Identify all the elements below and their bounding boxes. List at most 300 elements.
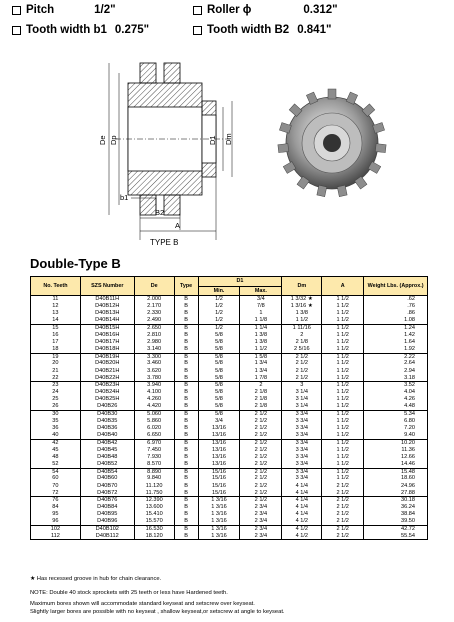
cell-type: B [174, 360, 198, 367]
cell-d1-max: 2 3/4 [240, 518, 282, 525]
cell-type: B [174, 367, 198, 374]
cell-de: 2.490 [134, 317, 174, 324]
cell-weight: 39.50 [364, 518, 428, 525]
cell-a: 1 1/2 [322, 403, 364, 410]
table-row [31, 331, 428, 338]
cell-d1-min: 1 3/16 [198, 518, 240, 525]
cell-teeth: 30 [31, 411, 81, 418]
cell-type: B [174, 396, 198, 403]
cell-d1-max: 2 1/2 [240, 461, 282, 468]
cell-d1-min: 5/8 [198, 375, 240, 382]
cell-type: B [174, 411, 198, 418]
cell-de: 3.460 [134, 360, 174, 367]
cell-a: 1 1/2 [322, 396, 364, 403]
cell-number: D40B19H [80, 353, 134, 360]
table-row [31, 511, 428, 518]
cell-d1-max: 2 1/8 [240, 396, 282, 403]
cell-weight: 10.20 [364, 439, 428, 446]
sprocket-section-drawing [95, 55, 265, 250]
cell-dm: 2 1/2 [282, 375, 322, 382]
cell-type: B [174, 389, 198, 396]
table-row [31, 533, 428, 540]
cell-type: B [174, 482, 198, 489]
cell-a: 1 1/2 [322, 425, 364, 432]
table-row [31, 482, 428, 489]
cell-weight: 2.22 [364, 353, 428, 360]
dp-label: Dp [109, 135, 118, 145]
cell-d1-min: 5/8 [198, 367, 240, 374]
cell-a: 1 1/2 [322, 296, 364, 303]
cell-a: 1 1/2 [322, 382, 364, 389]
cell-de: 15.410 [134, 511, 174, 518]
cell-type: B [174, 353, 198, 360]
cell-teeth: 23 [31, 382, 81, 389]
cell-number: D40B14H [80, 317, 134, 324]
checkbox-icon [12, 6, 21, 15]
cell-d1-max: 2 1/2 [240, 432, 282, 439]
cell-de: 11.750 [134, 490, 174, 497]
cell-teeth: 14 [31, 317, 81, 324]
cell-d1-min: 13/16 [198, 461, 240, 468]
cell-number: D40B52 [80, 461, 134, 468]
cell-weight: 1.24 [364, 324, 428, 331]
table-row [31, 526, 428, 533]
header-d1-max: Max. [240, 286, 282, 296]
cell-de: 3.140 [134, 346, 174, 353]
cell-d1-min: 5/8 [198, 382, 240, 389]
cell-de: 12.390 [134, 497, 174, 504]
cell-dm: 3 [282, 382, 322, 389]
cell-weight: 1.92 [364, 346, 428, 353]
cell-teeth: 35 [31, 418, 81, 425]
cell-dm: 2 1/2 [282, 367, 322, 374]
section-title: Double-Type B [30, 256, 121, 271]
cell-a: 1 1/2 [322, 360, 364, 367]
cell-dm: 2 [282, 331, 322, 338]
cell-d1-max: 2 1/2 [240, 482, 282, 489]
cell-d1-min: 1/2 [198, 310, 240, 317]
cell-weight: 6.80 [364, 418, 428, 425]
cell-dm: 2 1/2 [282, 353, 322, 360]
cell-de: 5.860 [134, 418, 174, 425]
cell-de: 3.940 [134, 382, 174, 389]
tooth-width-b2-value: 0.841" [297, 24, 332, 36]
cell-d1-min: 1/2 [198, 296, 240, 303]
cell-number: D40B48 [80, 454, 134, 461]
cell-type: B [174, 511, 198, 518]
drawing-caption: TYPE B [150, 238, 179, 247]
cell-teeth: 40 [31, 432, 81, 439]
cell-d1-min: 1 3/16 [198, 533, 240, 540]
cell-dm: 3 3/4 [282, 411, 322, 418]
cell-de: 5.060 [134, 411, 174, 418]
cell-d1-min: 5/8 [198, 360, 240, 367]
cell-d1-min: 5/8 [198, 389, 240, 396]
cell-number: D40B21H [80, 367, 134, 374]
cell-dm: 3 3/4 [282, 461, 322, 468]
cell-d1-max: 1 3/4 [240, 360, 282, 367]
cell-weight: 42.72 [364, 526, 428, 533]
cell-number: D40B25H [80, 396, 134, 403]
table-row [31, 296, 428, 303]
table-row [31, 418, 428, 425]
cell-number: D40B12H [80, 303, 134, 310]
checkbox-icon [193, 26, 202, 35]
cell-number: D40B95 [80, 511, 134, 518]
cell-type: B [174, 490, 198, 497]
cell-type: B [174, 403, 198, 410]
table-row [31, 446, 428, 453]
table-row [31, 360, 428, 367]
cell-type: B [174, 497, 198, 504]
roller-value: 0.312" [303, 4, 338, 16]
cell-number: D40B96 [80, 518, 134, 525]
table-row [31, 375, 428, 382]
cell-type: B [174, 461, 198, 468]
cell-teeth: 17 [31, 339, 81, 346]
cell-a: 1 1/2 [322, 432, 364, 439]
cell-dm: 2 1/2 [282, 360, 322, 367]
cell-dm: 3 3/4 [282, 475, 322, 482]
cell-d1-max: 2 3/4 [240, 533, 282, 540]
table-row [31, 339, 428, 346]
cell-dm: 4 1/4 [282, 482, 322, 489]
cell-type: B [174, 439, 198, 446]
cell-teeth: 36 [31, 425, 81, 432]
table-row [31, 468, 428, 475]
cell-number: D40B36 [80, 425, 134, 432]
cell-dm: 1 3/16 ★ [282, 303, 322, 310]
cell-number: D40B15H [80, 324, 134, 331]
table-row [31, 403, 428, 410]
cell-de: 2.330 [134, 310, 174, 317]
cell-number: D40B30 [80, 411, 134, 418]
cell-weight: 2.64 [364, 360, 428, 367]
cell-dm: 1 3/32 ★ [282, 296, 322, 303]
cell-dm: 4 1/4 [282, 511, 322, 518]
cell-a: 1 1/2 [322, 389, 364, 396]
cell-d1-max: 3/4 [240, 296, 282, 303]
cell-a: 1 1/2 [322, 454, 364, 461]
cell-weight: 1.64 [364, 339, 428, 346]
cell-teeth: 16 [31, 331, 81, 338]
cell-teeth: 19 [31, 353, 81, 360]
cell-a: 1 1/2 [322, 346, 364, 353]
cell-de: 4.100 [134, 389, 174, 396]
cell-a: 2 1/2 [322, 511, 364, 518]
sprocket-spec-table [30, 276, 428, 540]
table-row [31, 490, 428, 497]
checkbox-icon [12, 26, 21, 35]
cell-number: D40B22H [80, 375, 134, 382]
cell-weight: 12.66 [364, 454, 428, 461]
tooth-width-b2-spec: Tooth width B2 0.841" [193, 24, 331, 36]
cell-d1-min: 3/4 [198, 418, 240, 425]
table-row [31, 396, 428, 403]
cell-dm: 3 3/4 [282, 432, 322, 439]
cell-type: B [174, 324, 198, 331]
cell-d1-max: 7/8 [240, 303, 282, 310]
cell-weight: .62 [364, 296, 428, 303]
cell-teeth: 60 [31, 475, 81, 482]
double-sprocket-photo [262, 85, 390, 203]
cell-de: 8.570 [134, 461, 174, 468]
cell-de: 7.450 [134, 446, 174, 453]
cell-d1-min: 15/16 [198, 475, 240, 482]
cell-dm: 1 11/16 [282, 324, 322, 331]
cell-dm: 3 3/4 [282, 468, 322, 475]
header-de: De [134, 277, 174, 296]
cell-de: 2.810 [134, 331, 174, 338]
header-dm: Dm [282, 277, 322, 296]
cell-number: D40B45 [80, 446, 134, 453]
cell-a: 2 1/2 [322, 497, 364, 504]
cell-d1-min: 1/2 [198, 317, 240, 324]
cell-de: 3.300 [134, 353, 174, 360]
cell-dm: 4 1/2 [282, 533, 322, 540]
cell-d1-max: 2 3/4 [240, 511, 282, 518]
cell-de: 6.650 [134, 432, 174, 439]
cell-a: 2 1/2 [322, 504, 364, 511]
cell-teeth: 95 [31, 511, 81, 518]
cell-d1-max: 1 [240, 310, 282, 317]
cell-dm: 4 1/4 [282, 504, 322, 511]
cell-a: 1 1/2 [322, 468, 364, 475]
cell-type: B [174, 526, 198, 533]
cell-dm: 3 1/4 [282, 389, 322, 396]
cell-d1-max: 1 1/2 [240, 346, 282, 353]
dm-label: Dm [224, 133, 233, 145]
cell-weight: 4.48 [364, 403, 428, 410]
cell-type: B [174, 425, 198, 432]
cell-teeth: 42 [31, 439, 81, 446]
table-row [31, 425, 428, 432]
cell-d1-min: 5/8 [198, 353, 240, 360]
cell-weight: 3.18 [364, 375, 428, 382]
table-row [31, 389, 428, 396]
table-row [31, 382, 428, 389]
header-weight: Weight Lbs. (Approx.) [364, 277, 428, 296]
cell-dm: 4 1/4 [282, 490, 322, 497]
cell-weight: 7.20 [364, 425, 428, 432]
note-larger-bores: Slightly larger bores are possible with no keyseat , shallow keyseat,or setscrew at angle to keyseat. [30, 609, 285, 615]
cell-number: D40B112 [80, 533, 134, 540]
cell-a: 2 1/2 [322, 482, 364, 489]
b1-label: b1 [120, 193, 129, 202]
cell-weight: 9.40 [364, 432, 428, 439]
cell-number: D40B72 [80, 490, 134, 497]
cell-d1-max: 2 1/2 [240, 490, 282, 497]
cell-d1-min: 13/16 [198, 439, 240, 446]
cell-d1-min: 5/8 [198, 411, 240, 418]
cell-d1-max: 2 1/2 [240, 439, 282, 446]
cell-teeth: 112 [31, 533, 81, 540]
cell-dm: 3 3/4 [282, 446, 322, 453]
cell-weight: 55.54 [364, 533, 428, 540]
cell-dm: 2 1/8 [282, 339, 322, 346]
d1-label: D1 [208, 135, 217, 145]
cell-a: 2 1/2 [322, 526, 364, 533]
table-row [31, 497, 428, 504]
cell-d1-max: 1 3/8 [240, 339, 282, 346]
table-row [31, 454, 428, 461]
cell-dm: 4 1/2 [282, 518, 322, 525]
cell-d1-max: 2 1/2 [240, 446, 282, 453]
cell-d1-max: 2 1/2 [240, 475, 282, 482]
cell-d1-min: 1 3/16 [198, 511, 240, 518]
header-type: Type [174, 277, 198, 296]
cell-de: 4.420 [134, 403, 174, 410]
cell-a: 1 1/2 [322, 461, 364, 468]
cell-a: 1 1/2 [322, 439, 364, 446]
cell-teeth: 70 [31, 482, 81, 489]
cell-type: B [174, 418, 198, 425]
cell-de: 11.120 [134, 482, 174, 489]
cell-number: D40B18H [80, 346, 134, 353]
cell-teeth: 26 [31, 403, 81, 410]
cell-de: 13.600 [134, 504, 174, 511]
table-row [31, 504, 428, 511]
cell-weight: .76 [364, 303, 428, 310]
cell-type: B [174, 518, 198, 525]
cell-a: 1 1/2 [322, 411, 364, 418]
cell-teeth: 72 [31, 490, 81, 497]
cell-d1-max: 2 1/2 [240, 454, 282, 461]
cell-weight: 1.42 [364, 331, 428, 338]
cell-d1-min: 1 3/16 [198, 504, 240, 511]
cell-weight: 1.08 [364, 317, 428, 324]
cell-number: D40B13H [80, 310, 134, 317]
a-label: A [175, 221, 181, 230]
cell-teeth: 18 [31, 346, 81, 353]
cell-de: 4.260 [134, 396, 174, 403]
cell-weight: 11.36 [364, 446, 428, 453]
cell-type: B [174, 296, 198, 303]
cell-number: D40B84 [80, 504, 134, 511]
cell-d1-max: 2 3/4 [240, 504, 282, 511]
cell-d1-max: 2 [240, 382, 282, 389]
cell-number: D40B24H [80, 389, 134, 396]
cell-type: B [174, 504, 198, 511]
cell-number: D40B76 [80, 497, 134, 504]
table-row [31, 310, 428, 317]
cell-teeth: 96 [31, 518, 81, 525]
cell-number: D40B70 [80, 482, 134, 489]
cell-de: 2.170 [134, 303, 174, 310]
cell-dm: 4 1/4 [282, 497, 322, 504]
cell-a: 1 1/2 [322, 353, 364, 360]
cell-d1-max: 2 1/2 [240, 497, 282, 504]
cell-de: 15.570 [134, 518, 174, 525]
table-row [31, 461, 428, 468]
cell-d1-min: 5/8 [198, 396, 240, 403]
cell-number: D40B20H [80, 360, 134, 367]
cell-weight: 30.18 [364, 497, 428, 504]
tooth-width-b1-value: 0.275" [114, 24, 150, 36]
cell-teeth: 25 [31, 396, 81, 403]
cell-de: 2.000 [134, 296, 174, 303]
pitch-spec: Pitch 1/2" [12, 4, 116, 16]
cell-weight: 5.34 [364, 411, 428, 418]
cell-type: B [174, 475, 198, 482]
cell-d1-min: 15/16 [198, 482, 240, 489]
cell-teeth: 48 [31, 454, 81, 461]
cell-dm: 3 3/4 [282, 425, 322, 432]
cell-type: B [174, 382, 198, 389]
cell-a: 1 1/2 [322, 324, 364, 331]
checkbox-icon [193, 6, 202, 15]
cell-dm: 2 5/16 [282, 346, 322, 353]
cell-a: 1 1/2 [322, 375, 364, 382]
table-row [31, 475, 428, 482]
cell-a: 1 1/2 [322, 310, 364, 317]
cell-number: D40B35 [80, 418, 134, 425]
cell-d1-min: 1 3/16 [198, 497, 240, 504]
pitch-value: 1/2" [94, 4, 116, 16]
cell-teeth: 22 [31, 375, 81, 382]
cell-weight: 18.60 [364, 475, 428, 482]
cell-d1-max: 1 5/8 [240, 353, 282, 360]
cell-type: B [174, 339, 198, 346]
cell-weight: 36.24 [364, 504, 428, 511]
cell-d1-min: 15/16 [198, 468, 240, 475]
cell-type: B [174, 446, 198, 453]
cell-d1-max: 2 1/8 [240, 389, 282, 396]
cell-teeth: 24 [31, 389, 81, 396]
cell-d1-min: 5/8 [198, 403, 240, 410]
cell-type: B [174, 375, 198, 382]
cell-de: 16.530 [134, 526, 174, 533]
cell-weight: 4.04 [364, 389, 428, 396]
cell-a: 2 1/2 [322, 490, 364, 497]
header-d1-min: Min. [198, 286, 240, 296]
cell-a: 1 1/2 [322, 317, 364, 324]
cell-d1-min: 13/16 [198, 446, 240, 453]
cell-teeth: 12 [31, 303, 81, 310]
cell-d1-min: 5/8 [198, 346, 240, 353]
cell-teeth: 45 [31, 446, 81, 453]
cell-d1-min: 5/8 [198, 331, 240, 338]
cell-a: 2 1/2 [322, 518, 364, 525]
cell-type: B [174, 310, 198, 317]
cell-teeth: 15 [31, 324, 81, 331]
cell-a: 1 1/2 [322, 418, 364, 425]
cell-type: B [174, 317, 198, 324]
cell-type: B [174, 533, 198, 540]
cell-d1-min: 1/2 [198, 303, 240, 310]
cell-d1-max: 1 3/4 [240, 367, 282, 374]
table-row [31, 439, 428, 446]
cell-number: D40B11H [80, 296, 134, 303]
table-row [31, 317, 428, 324]
cell-weight: 27.88 [364, 490, 428, 497]
cell-teeth: 11 [31, 296, 81, 303]
cell-teeth: 20 [31, 360, 81, 367]
cell-number: D40B16H [80, 331, 134, 338]
cell-number: D40B60 [80, 475, 134, 482]
cell-weight: 4.26 [364, 396, 428, 403]
cell-a: 1 1/2 [322, 339, 364, 346]
cell-teeth: 52 [31, 461, 81, 468]
cell-weight: 14.46 [364, 461, 428, 468]
cell-d1-min: 1 3/16 [198, 526, 240, 533]
cell-dm: 3 3/4 [282, 439, 322, 446]
header-number: SZS Number [80, 277, 134, 296]
cell-de: 6.970 [134, 439, 174, 446]
table-row [31, 411, 428, 418]
cell-dm: 3 1/4 [282, 403, 322, 410]
cell-d1-max: 2 1/2 [240, 418, 282, 425]
